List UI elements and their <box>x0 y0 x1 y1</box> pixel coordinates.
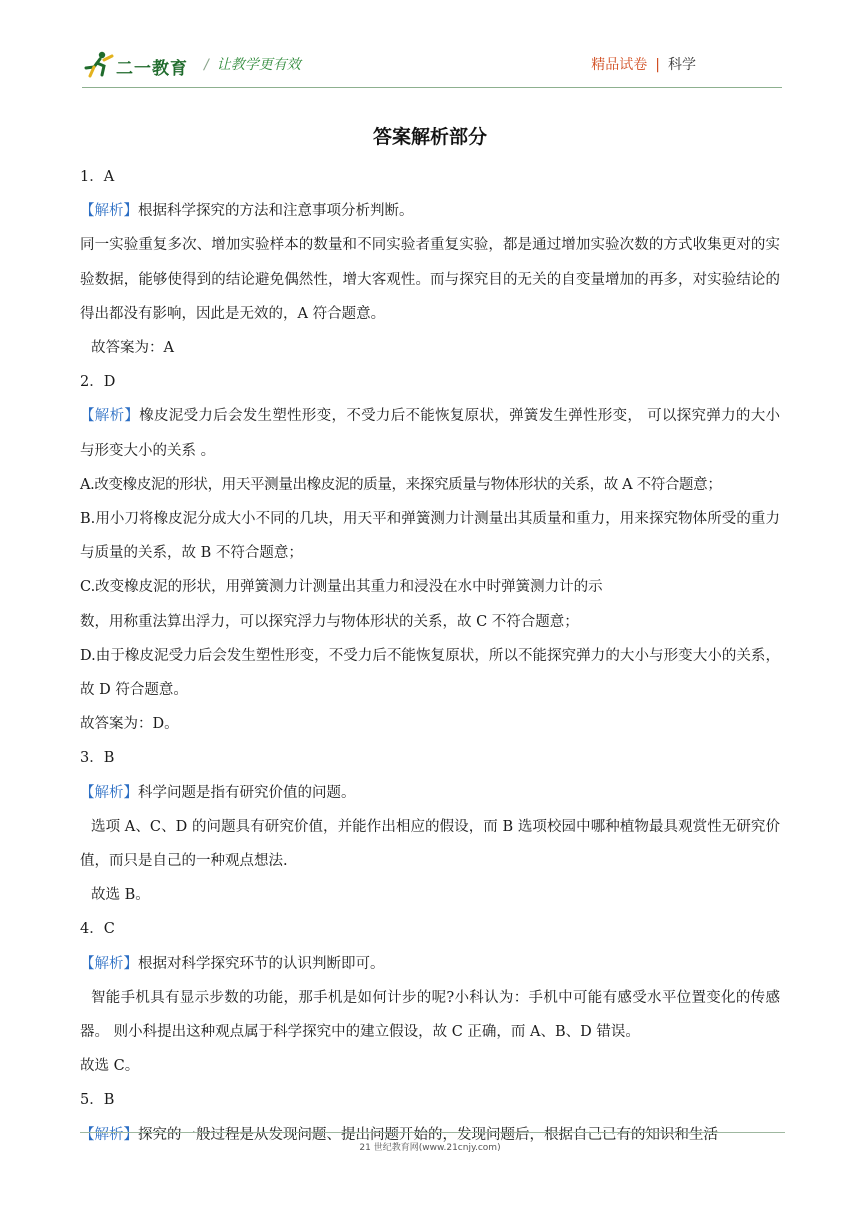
q2-option-a: A.改变橡皮泥的形状，用天平测量出橡皮泥的质量，来探究质量与物体形状的关系，故 A 不符合题意； <box>80 476 722 493</box>
runner-logo-icon <box>82 50 116 80</box>
q3-answer: 故选 B。 <box>91 887 150 904</box>
q2-option-d: D.由于橡皮泥受力后会发生塑性形变，不受力后不能恢复原状，所以不能探究弹力的大小与形变大小的关系，故 D 符合题意。 <box>80 647 780 699</box>
badge-divider: | <box>655 57 660 73</box>
page-header <box>82 44 782 88</box>
q1-number: 1．A <box>80 169 115 185</box>
subject-label: 科学 <box>668 57 696 73</box>
q4-number: 4．C <box>80 921 115 938</box>
analysis-tag: 【解析】 <box>80 1126 138 1143</box>
analysis-tag: 【解析】 <box>80 784 138 801</box>
q2-option-c-line2: 数，用称重法算出浮力，可以探究浮力与物体形状的关系，故 C 不符合题意； <box>80 613 579 630</box>
q1-analysis-text: 根据科学探究的方法和注意事项分析判断。 <box>138 203 414 220</box>
analysis-tag: 【解析】 <box>80 955 138 972</box>
q1-analysis <box>80 194 780 228</box>
q2-analysis <box>80 399 780 467</box>
q4-analysis-text: 根据对科学探究环节的认识判断即可。 <box>138 955 385 972</box>
page-footer: 21 世纪教育网(www.21cnjy.com) <box>359 1143 501 1153</box>
q3-number: 3．B <box>80 750 115 767</box>
q4-explanation: 智能手机具有显示步数的功能，那手机是如何计步的呢?小科认为：手机中可能有感受水平位置变化的传感器。 则小科提出这种观点属于科学探究中的建立假设，故 C 正确，而 A、B、D 错误。 <box>80 989 780 1041</box>
q1-answer: 故答案为：A <box>91 340 174 357</box>
answer-content <box>80 160 780 1152</box>
analysis-tag: 【解析】 <box>80 203 138 220</box>
logo <box>82 48 192 80</box>
header-divider <box>82 87 782 88</box>
q3-analysis-text: 科学问题是指有研究价值的问题。 <box>138 784 356 801</box>
q2-number: 2．D <box>80 374 116 391</box>
q1-explanation: 同一实验重复多次、增加实验样本的数量和不同实验者重复实验，都是通过增加实验次数的方式收集更对的实验数据，能够使得到的结论避免偶然性，增大客观性。而与探究目的无关的自变量增加的再多，对实验结论的得出都没有影响，因此是无效的，A 符合题意。 <box>80 237 780 322</box>
q2-option-b: B.用小刀将橡皮泥分成大小不同的几块，用天平和弹簧测力计测量出其质量和重力，用来探究物体所受的重力与质量的关系，故 B 不符合题意； <box>80 511 780 562</box>
slogan <box>204 54 301 74</box>
q5-analysis-text: 探究的一般过程是从发现问题、提出问题开始的，发现问题后，根据自己已有的知识和生活 <box>138 1126 718 1143</box>
q4-analysis <box>80 947 780 981</box>
analysis-tag: 【解析】 <box>80 408 140 425</box>
logo-text: 二一教育 <box>116 59 188 79</box>
q3-analysis <box>80 776 780 810</box>
page-title: 答案解析部分 <box>372 126 487 148</box>
q2-option-c-line1: C.改变橡皮泥的形状，用弹簧测力计测量出其重力和浸没在水中时弹簧测力计的示 <box>80 579 603 596</box>
q5-number: 5．B <box>80 1092 115 1109</box>
slogan-text: 让教学更有效 <box>216 57 301 73</box>
q4-answer: 故选 C。 <box>80 1058 140 1075</box>
badge-label: 精品试卷 <box>591 57 648 73</box>
header-badge <box>591 54 696 74</box>
footer-divider <box>80 1132 785 1133</box>
q3-explanation: 选项 A、C、D 的问题具有研究价值，并能作出相应的假设，而 B 选项校园中哪种植物最具观赏性无研究价值，而只是自己的一种观点想法. <box>80 818 780 870</box>
q2-analysis-text: 橡皮泥受力后会发生塑性形变，不受力后不能恢复原状，弹簧发生弹性形变， 可以探究弹力的大小与形变大小的关系 。 <box>80 408 781 459</box>
q2-answer: 故答案为：D。 <box>80 716 179 733</box>
slogan-separator: / <box>204 57 209 73</box>
